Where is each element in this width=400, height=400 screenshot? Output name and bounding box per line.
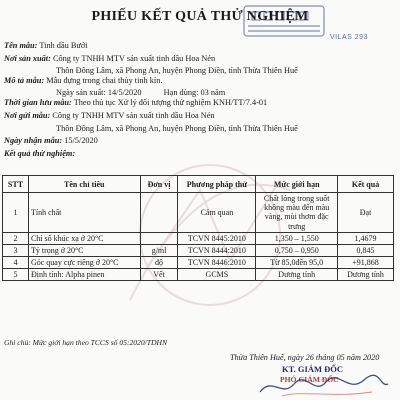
- producer-label: Nơi sản xuất:: [4, 54, 51, 63]
- table-row: [3, 268, 394, 280]
- cell-limit: Từ 85,0đến 95,0: [256, 256, 338, 268]
- cell-name: Tính chất: [28, 193, 140, 233]
- table-row: [3, 232, 394, 244]
- sample-name-label: Tên mẫu:: [4, 41, 38, 50]
- sample-name-value: Tinh dầu Bưởi: [39, 41, 88, 50]
- results-heading: [4, 150, 75, 158]
- production-date: Ngày sản xuất: 14/5/2020: [56, 88, 142, 97]
- header-result: Kết quả: [338, 176, 394, 193]
- cell-stt: 5: [3, 268, 29, 280]
- handwritten-signature: [252, 372, 392, 400]
- cell-method: TCVN 8446:2010: [178, 256, 256, 268]
- document-title: PHIẾU KẾT QUẢ THỬ NGHIỆM: [91, 9, 309, 24]
- cell-limit: Chất lỏng trong suốt không màu đến màu vàng, mùi thơm đặc trưng: [256, 193, 338, 233]
- header-name: Tên chỉ tiêu: [28, 176, 140, 193]
- producer-row: [4, 55, 215, 63]
- cell-stt: 2: [3, 232, 29, 244]
- description-row: [4, 77, 162, 85]
- cell-result: Dương tính: [338, 268, 394, 280]
- cell-unit: [140, 193, 178, 233]
- cell-unit: độ: [140, 256, 178, 268]
- table-row: [3, 244, 394, 256]
- description-label: Mô tả mẫu:: [4, 76, 45, 85]
- cell-limit: 1,350 – 1,550: [256, 232, 338, 244]
- sender-row: [4, 112, 215, 120]
- cell-stt: 3: [3, 244, 29, 256]
- cell-name: Định tính: Alpha pinen: [28, 268, 140, 280]
- footnote: Ghi chú: Mức giới hạn theo TCCS số 05:2020/TDHN: [4, 338, 168, 347]
- test-time-value: Theo thủ tục Xử lý đối tượng thử nghiệm KNH/TT/7.4-01: [73, 98, 268, 107]
- signer-prefix: KT.: [282, 364, 296, 374]
- cell-result: 0,845: [338, 244, 394, 256]
- cell-name: Tỷ trọng ở 20°C: [28, 244, 140, 256]
- sample-name-row: [4, 42, 88, 50]
- cell-method: Cảm quan: [178, 193, 256, 233]
- cell-stt: 1: [3, 193, 29, 233]
- sender-value: Công ty TNHH MTV sản xuất tinh dầu Hoa Nén: [52, 111, 215, 120]
- cell-result: Đạt: [338, 193, 394, 233]
- test-time-label: Thời gian lưu mẫu:: [4, 98, 72, 107]
- header-stt: STT: [3, 176, 29, 193]
- results-table: [2, 175, 394, 281]
- cell-limit: 0,750 – 0,950: [256, 244, 338, 256]
- producer-address: Thôn Đông Lâm, xã Phong An, huyện Phong Điền, tỉnh Thừa Thiên Huế: [56, 66, 298, 75]
- table-row: [3, 256, 394, 268]
- cell-result: +91,868: [338, 256, 394, 268]
- table-header-row: [3, 176, 394, 193]
- description-value: Mẫu đựng trong chai thủy tinh kín.: [46, 76, 163, 85]
- cell-method: GCMS: [178, 268, 256, 280]
- cell-unit: Vết: [140, 268, 178, 280]
- cell-name: Góc quay cực riêng ở 20°C: [28, 256, 140, 268]
- cell-name: Chỉ số khúc xạ ở 20°C: [28, 232, 140, 244]
- cell-method: TCVN 8444:2010: [178, 244, 256, 256]
- cell-stt: 4: [3, 256, 29, 268]
- signer-deputy: PHÓ GIÁM ĐỐC: [280, 375, 339, 384]
- received-value: 15/5/2020: [64, 136, 98, 145]
- header-unit: Đơn vị: [140, 176, 178, 193]
- issue-date: Thừa Thiên Huế, ngày 26 tháng 05 năm 2020: [230, 353, 380, 362]
- sender-address: Thôn Đông Lâm, xã Phong An, huyện Phong Điền, tỉnh Thừa Thiên Huế: [56, 124, 298, 133]
- test-time-row: [4, 99, 267, 107]
- cell-result: 1,4679: [338, 232, 394, 244]
- sender-label: Nơi gửi mẫu:: [4, 111, 51, 120]
- cell-unit: [140, 232, 178, 244]
- received-label: Ngày nhận mẫu:: [4, 136, 63, 145]
- cell-method: TCVN 8445:2010: [178, 232, 256, 244]
- accreditation-code: VILAS 293: [330, 34, 368, 41]
- header-limit: Mức giới hạn: [256, 176, 338, 193]
- header-method: Phương pháp thử: [178, 176, 256, 193]
- results-label: Kết quả thử nghiệm:: [4, 149, 76, 158]
- cell-unit: g/ml: [140, 244, 178, 256]
- producer-value: Công ty TNHH MTV sản xuất tinh dầu Hoa Nén: [52, 54, 216, 63]
- production-row: [56, 88, 225, 97]
- table-row: [3, 193, 394, 233]
- cell-limit: Dương tính: [256, 268, 338, 280]
- signer-title-text: GIÁM ĐỐC: [297, 364, 344, 374]
- received-row: [4, 137, 98, 145]
- shelf-life: Hạn dùng: 03 năm: [163, 88, 226, 97]
